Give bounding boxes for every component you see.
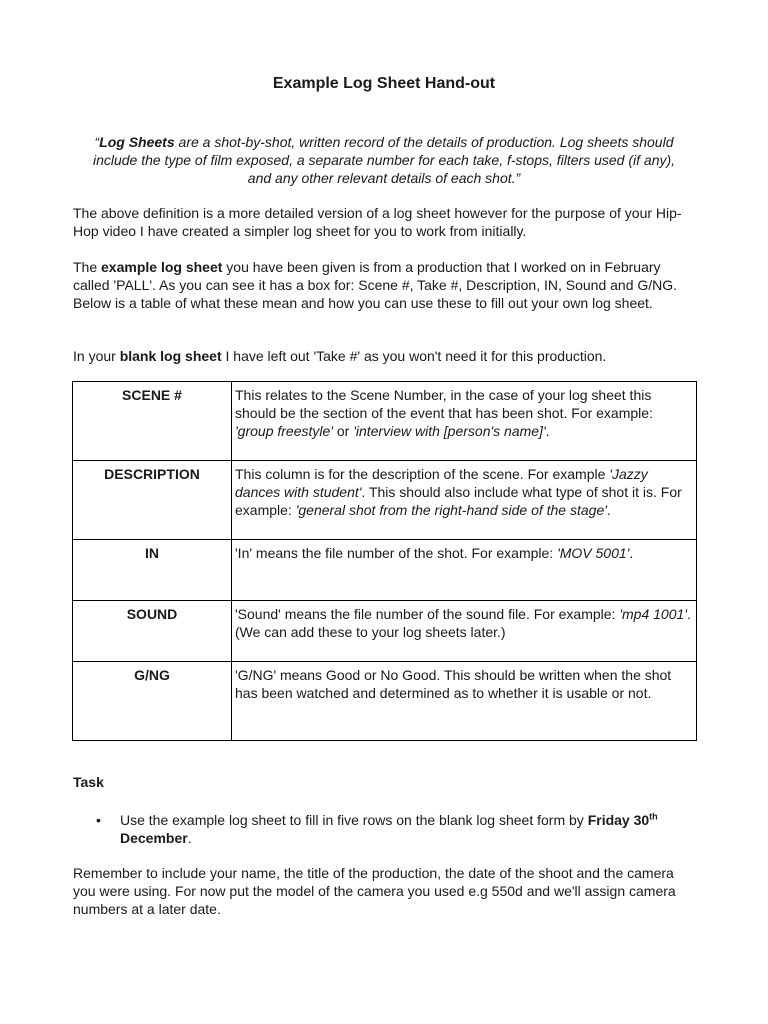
term-cell: SOUND xyxy=(73,601,232,662)
task-text xyxy=(120,811,696,847)
term-cell: G/NG xyxy=(73,662,232,741)
text: . xyxy=(187,830,192,846)
bullet-icon: • xyxy=(96,812,101,828)
term-cell: IN xyxy=(73,540,232,601)
table-row xyxy=(73,662,697,741)
bold-text: example log sheet xyxy=(101,259,223,275)
text: This relates to the Scene Number, in the case of your log sheet this should be the section of the event that has been shot. For example: xyxy=(235,387,653,421)
definition-quote xyxy=(80,133,688,187)
term-cell: DESCRIPTION xyxy=(73,461,232,540)
text: 'In' means the file number of the shot. For example: xyxy=(235,545,558,561)
italic-text: 'mp4 1001' xyxy=(619,606,687,622)
italic-text: 'interview with [person's name]' xyxy=(353,423,546,439)
deadline-day: Friday 30 xyxy=(587,812,650,828)
page-title: Example Log Sheet Hand-out xyxy=(272,75,496,92)
text: This column is for the description of the scene. For example xyxy=(235,466,610,482)
paragraph-example-log-sheet xyxy=(73,258,695,312)
table-row xyxy=(73,461,697,540)
bold-text: blank log sheet xyxy=(119,348,222,364)
italic-text: 'MOV 5001' xyxy=(557,545,630,561)
text: I have left out 'Take #' as you won't need it for this production. xyxy=(221,348,607,364)
paragraph-definition-note: The above definition is a more detailed version of a log sheet however for the purpose of your Hip-Hop video I have created a simpler log sheet for you to work from initially. xyxy=(73,205,682,239)
italic-text: 'group freestyle' xyxy=(235,423,333,439)
text: or xyxy=(332,423,354,439)
text: . xyxy=(545,423,550,439)
paragraph-blank-log-sheet xyxy=(73,347,695,365)
log-sheet-table xyxy=(72,381,697,741)
text: Use the example log sheet to fill in five rows on the blank log sheet form by xyxy=(120,812,588,828)
definition-cell: 'G/NG' means Good or No Good. This should be written when the shot has been watched and determined as to whether it is usable or not. xyxy=(232,662,697,741)
text: you have been given is from a production that I worked on in February called 'PALL'. As you can see it has a box for: Scene #, Take #, Description, IN, Sound and G/NG. Below is a table of what these mean and how you can use these to fill out your own log sheet. xyxy=(73,259,678,311)
text: The xyxy=(73,259,102,275)
table-row xyxy=(73,382,697,461)
table-row xyxy=(73,601,697,662)
text: . (We can add these to your log sheets later.) xyxy=(235,606,691,640)
text: 'Sound' means the file number of the sound file. For example: xyxy=(235,606,620,622)
text: In your xyxy=(73,348,120,364)
definition-text: are a shot-by-shot, written record of the details of production. Log sheets should include the type of film exposed, a separate number for each take, f-stops, filters used (if any), and any other relevant details of each shot.” xyxy=(92,134,676,186)
task-heading: Task xyxy=(73,774,104,790)
paragraph-reminder: Remember to include your name, the title of the production, the date of the shoot and the camera you were using. For now put the model of the camera you used e.g 550d and we'll assign camera numbers at a later date. xyxy=(73,865,676,917)
definition-cell xyxy=(232,382,697,461)
text: . xyxy=(606,502,611,518)
definition-cell xyxy=(232,601,697,662)
definition-cell xyxy=(232,540,697,601)
term-cell: SCENE # xyxy=(73,382,232,461)
italic-text: 'Jazzy dances with student' xyxy=(235,466,648,500)
italic-text: 'general shot from the right-hand side of the stage' xyxy=(295,502,607,518)
table-row xyxy=(73,540,697,601)
open-quote: “ xyxy=(94,134,100,150)
definition-term: Log Sheets xyxy=(99,134,175,150)
text: . xyxy=(629,545,634,561)
definition-cell xyxy=(232,461,697,540)
deadline-month: December xyxy=(120,830,188,846)
ordinal-suffix: th xyxy=(649,811,658,822)
text: . This should also include what type of shot it is. For example: xyxy=(235,484,682,518)
